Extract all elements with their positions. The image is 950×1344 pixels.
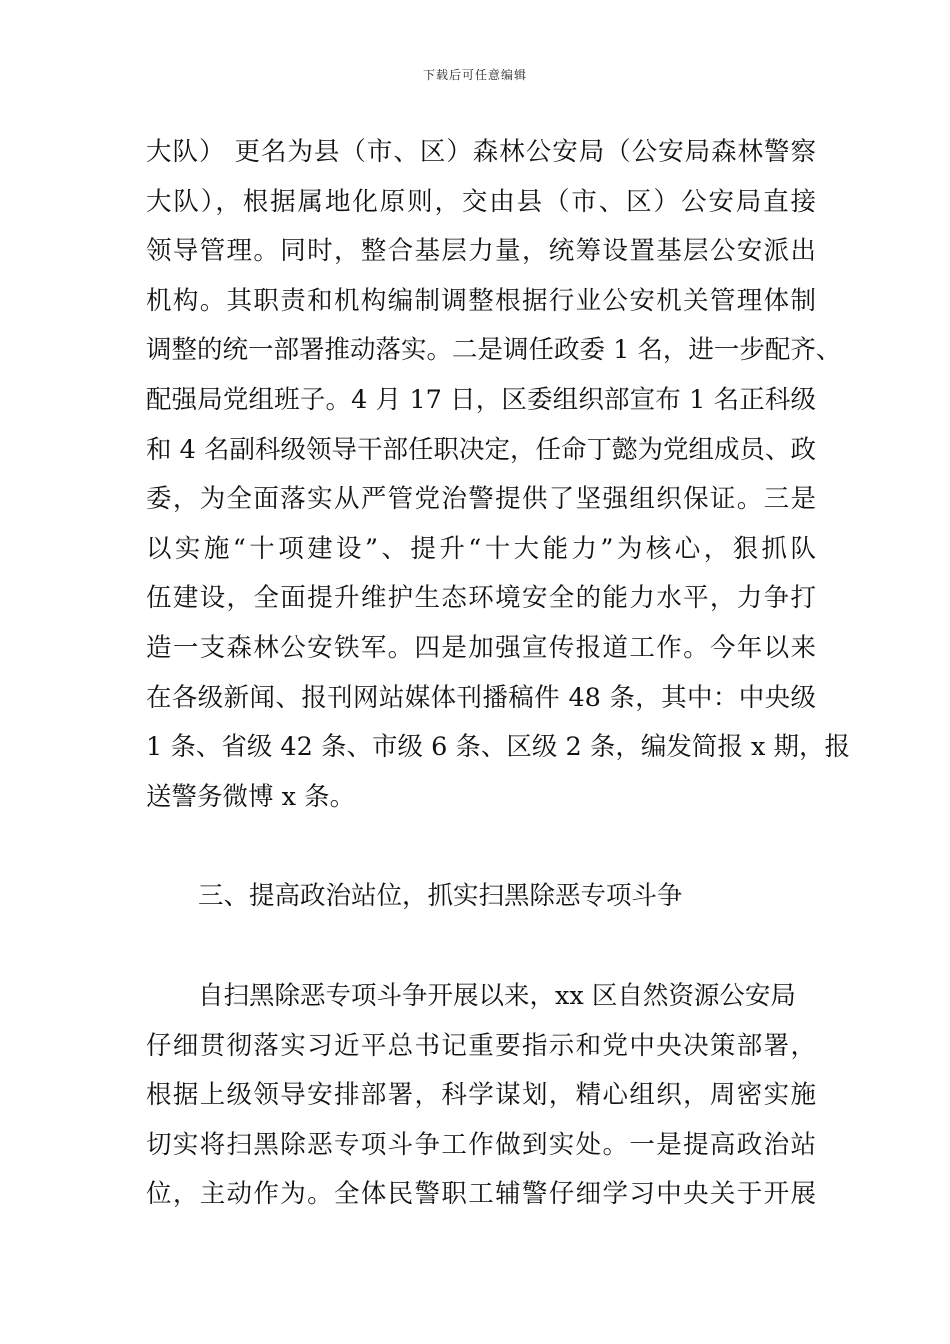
paragraph-line: 大队） 更名为县（市、区）森林公安局（公安局森林警察 [146,137,816,167]
paragraph-2 [146,972,816,1220]
paragraph-line: 切实将扫黑除恶专项斗争工作做到实处。一是提高政治站 [146,1129,816,1160]
paragraph-line: 委，为全面落实从严管党治警提供了坚强组织保证。三是 [146,484,816,515]
document-body [146,128,850,1220]
paragraph-line: 和 4 名副科级领导干部任职决定，任命丁懿为党组成员、政 [146,434,816,465]
paragraph-line: 机构。其职责和机构编制调整根据行业公安机关管理体制 [146,285,816,316]
paragraph-line: 仔细贯彻落实习近平总书记重要指示和党中央决策部署， [146,1030,816,1061]
paragraph-line: 领导管理。同时，整合基层力量，统筹设置基层公安派出 [146,236,816,267]
paragraph-line: 配强局党组班子。4 月 17 日，区委组织部宣布 1 名正科级 [146,384,816,415]
paragraph-line: 伍建设，全面提升维护生态环境安全的能力水平，力争打 [146,583,816,614]
paragraph-line: 在各级新闻、报刊网站媒体刊播稿件 48 条，其中：中央级 [146,682,816,713]
section-heading: 三、提高政治站位，抓实扫黑除恶专项斗争 [198,881,683,912]
spacer [146,922,816,972]
paragraph-line: 大队），根据属地化原则，交由县（市、区）公安局直接 [146,186,816,217]
paragraph-line: 根据上级领导安排部署，科学谋划，精心组织，周密实施 [146,1080,816,1111]
paragraph-line: 1 条、省级 42 条、市级 6 条、区级 2 条，编发简报 x 期，报 [146,732,850,763]
paragraph-1 [146,128,850,822]
paragraph-line: 以实施“十项建设”、提升“十大能力”为核心，狠抓队 [146,533,816,564]
page-header-note: 下载后可任意编辑 [422,68,527,82]
paragraph-line: 造一支森林公安铁军。四是加强宣传报道工作。今年以来 [146,632,816,663]
paragraph-line: 调整的统一部署推动落实。二是调任政委 1 名，进一步配齐、 [146,335,842,366]
spacer [146,822,816,872]
paragraph-line: 自扫黑除恶专项斗争开展以来，xx 区自然资源公安局 [198,980,796,1011]
paragraph-line: 送警务微博 x 条。 [146,781,356,812]
paragraph-line: 位，主动作为。全体民警职工辅警仔细学习中央关于开展 [146,1179,816,1210]
